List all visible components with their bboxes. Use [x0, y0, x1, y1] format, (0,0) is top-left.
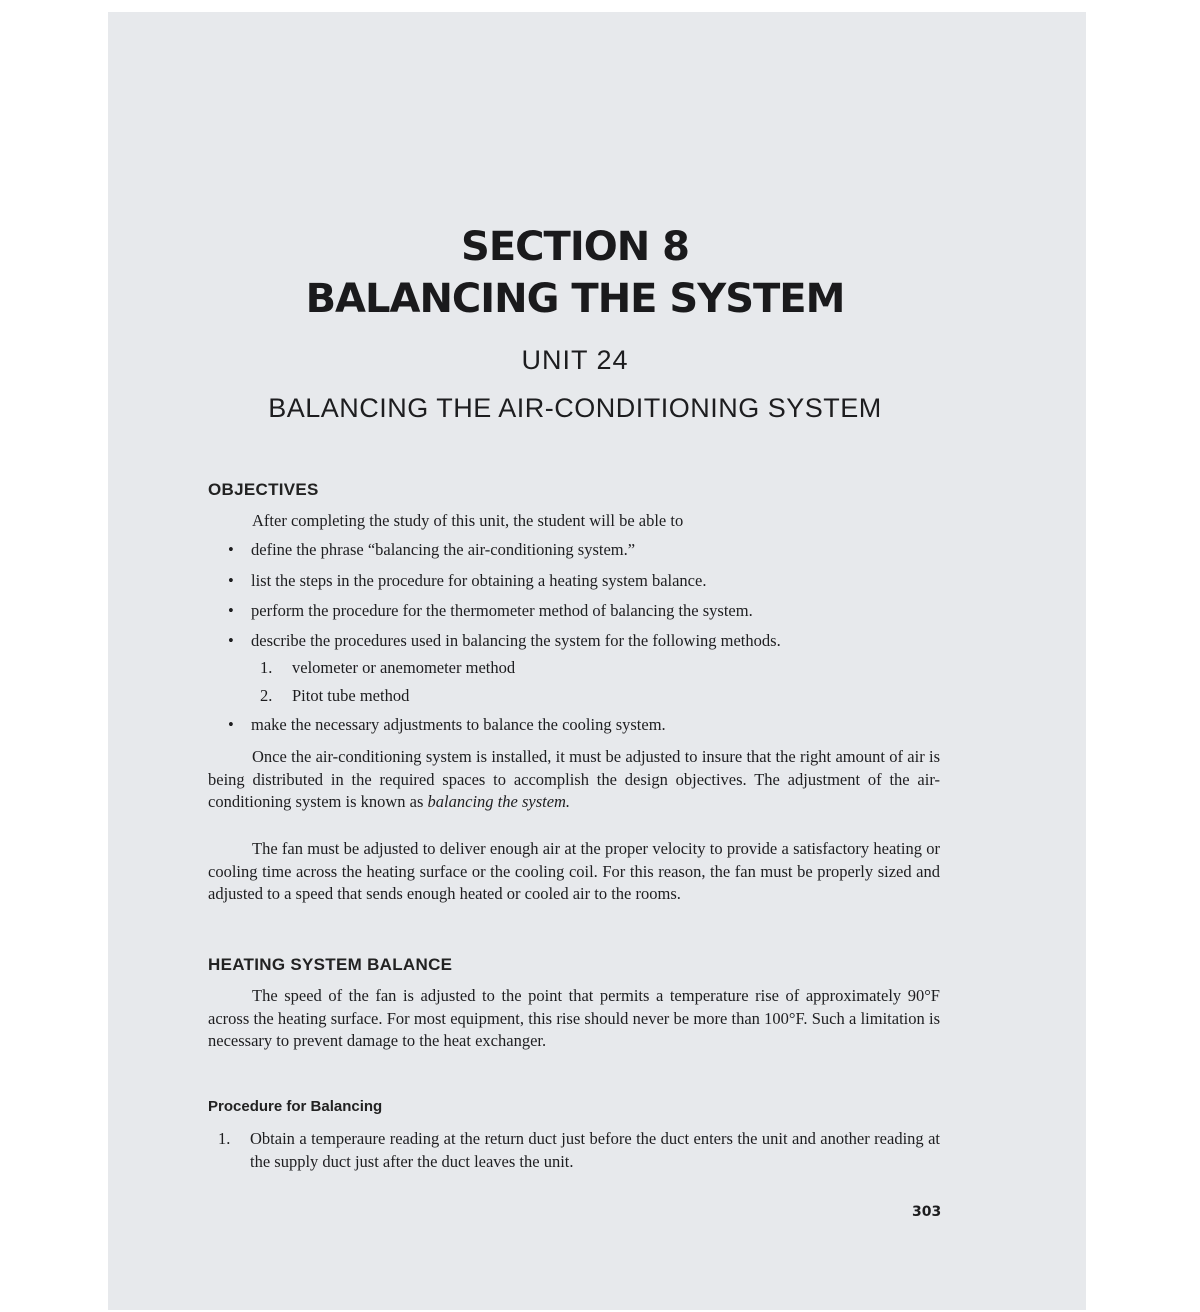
- bullet-icon: •: [228, 631, 234, 650]
- unit-title: BALANCING THE AIR-CONDITIONING SYSTEM: [268, 393, 882, 423]
- body-paragraph: [208, 985, 940, 1053]
- objective-text: perform the procedure for the thermometer method of balancing the system.: [251, 601, 753, 620]
- paragraph-text: The fan must be adjusted to deliver enough air at the proper velocity to provide a satisfactory heating or cooling time across the heating surface or the cooling coil. For this reason, the fan must be properly sized and adjusted to a speed that sends enough heated or cooled air to the rooms.: [208, 839, 940, 903]
- body-paragraph: [208, 746, 940, 814]
- paragraph-text: The speed of the fan is adjusted to the point that permits a temperature rise of approximately 90°F across the heating surface. For most equipment, this rise should never be more than 100°F. Such a limitation is necessary to prevent damage to the heat exchanger.: [208, 986, 940, 1050]
- method-number: 2.: [260, 686, 273, 705]
- objective-text: list the steps in the procedure for obtaining a heating system balance.: [251, 571, 707, 590]
- objectives-intro: After completing the study of this unit, the student will be able to: [252, 511, 684, 530]
- section-title: BALANCING THE SYSTEM: [305, 276, 845, 322]
- method-item: [260, 658, 515, 678]
- objective-text: describe the procedures used in balancing the system for the following methods.: [251, 631, 781, 650]
- method-text: Pitot tube method: [292, 686, 410, 705]
- bullet-icon: •: [228, 540, 234, 559]
- bullet-icon: •: [228, 715, 234, 734]
- heating-section-heading: HEATING SYSTEM BALANCE: [208, 955, 453, 974]
- paragraph-text: Once the air-conditioning system is installed, it must be adjusted to insure that the right amount of air is being distributed in the required spaces to accomplish the design objectives. The adjustment of the air-conditioning system is known as: [208, 747, 940, 811]
- objectives-heading: OBJECTIVES: [208, 480, 319, 499]
- step-number: 1.: [218, 1129, 231, 1148]
- method-number: 1.: [260, 658, 273, 677]
- emphasis-term: balancing the system.: [427, 792, 571, 811]
- objective-text: make the necessary adjustments to balance the cooling system.: [251, 715, 666, 734]
- method-text: velometer or anemometer method: [292, 658, 516, 677]
- body-paragraph: [208, 838, 940, 906]
- procedure-heading: Procedure for Balancing: [208, 1098, 383, 1115]
- method-item: [260, 686, 409, 706]
- section-number: SECTION 8: [461, 224, 689, 270]
- step-text: Obtain a temperaure reading at the return duct just before the duct enters the unit and another reading at the supply duct just after the duct leaves the unit.: [250, 1129, 940, 1171]
- objective-text: define the phrase “balancing the air-conditioning system.”: [251, 540, 636, 559]
- bullet-icon: •: [228, 601, 234, 620]
- page-number: 303: [912, 1204, 942, 1220]
- unit-number: UNIT 24: [521, 345, 629, 375]
- bullet-icon: •: [228, 571, 234, 590]
